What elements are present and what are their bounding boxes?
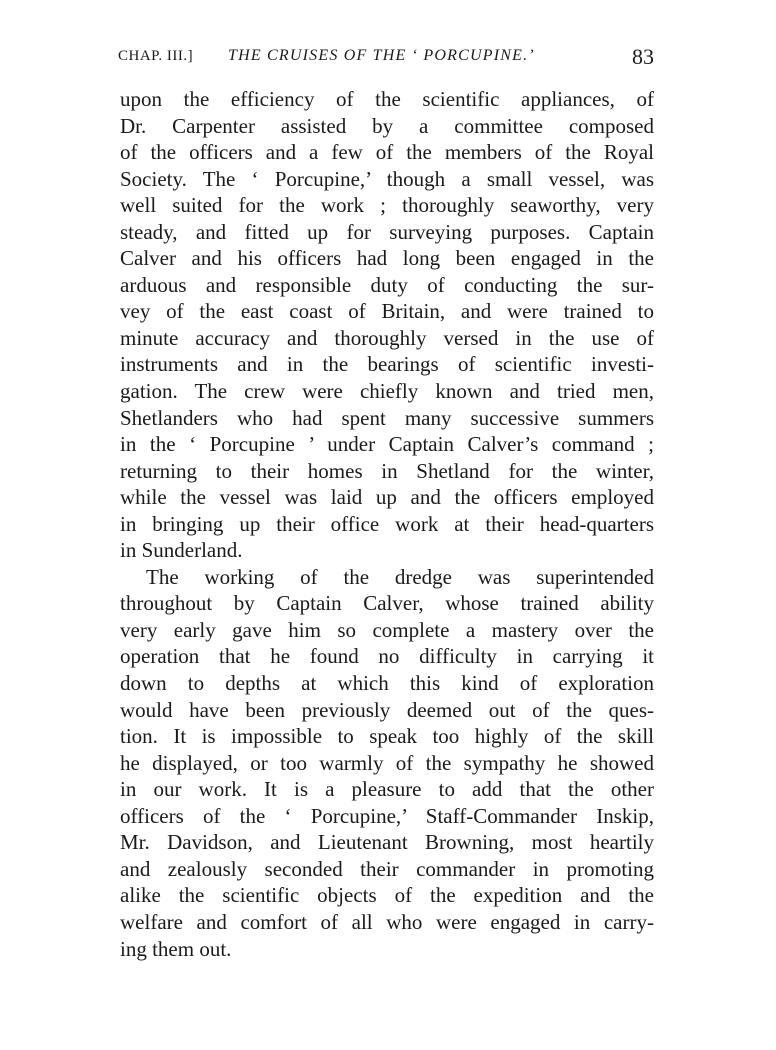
text-line: steady, and fitted up for surveying purposes. Captain — [120, 219, 654, 244]
text-line: throughout by Captain Calver, whose trained ability — [120, 591, 654, 616]
text-line: Society. The ‘ Porcupine,’ though a small vessel, was — [120, 166, 654, 191]
text-line: while the vessel was laid up and the officers employed — [120, 485, 654, 510]
paragraph-1 — [120, 86, 654, 564]
text-line: returning to their homes in Shetland for the winter, — [120, 458, 654, 483]
text-line: Shetlanders who had spent many successive summers — [120, 405, 654, 430]
text-line: well suited for the work ; thoroughly seaworthy, very — [120, 193, 654, 218]
text-line: down to depths at which this kind of exploration — [120, 671, 654, 696]
text-line: operation that he found no difficulty in carrying it — [120, 644, 654, 669]
text-line: welfare and comfort of all who were engaged in carry- — [120, 909, 654, 934]
text-line: he displayed, or too warmly of the sympathy he showed — [120, 750, 654, 775]
text-line: Mr. Davidson, and Lieutenant Browning, most heartily — [120, 830, 654, 855]
text-line: in Sunderland. — [120, 538, 243, 563]
text-line: in the ‘ Porcupine ’ under Captain Calver’s command ; — [120, 432, 654, 457]
text-line: Dr. Carpenter assisted by a committee composed — [120, 113, 654, 138]
text-line: in our work. It is a pleasure to add that the other — [120, 777, 654, 802]
text-line: upon the efficiency of the scientific appliances, of — [120, 87, 654, 111]
text-line: ing them out. — [120, 936, 232, 961]
text-line: in bringing up their office work at their head-quarters — [120, 511, 654, 536]
page-number: 83 — [632, 44, 654, 69]
body-text — [120, 86, 654, 962]
text-line: gation. The crew were chiefly known and tried men, — [120, 379, 654, 404]
chapter-marker: CHAP. III.] — [118, 48, 194, 64]
text-line: alike the scientific objects of the expedition and the — [120, 883, 654, 908]
text-line: would have been previously deemed out of the ques- — [120, 697, 654, 722]
paragraph-2 — [120, 564, 654, 962]
running-head — [118, 44, 654, 74]
text-line: instruments and in the bearings of scientific investi- — [120, 352, 654, 377]
text-line: officers of the ‘ Porcupine,’ Staff-Commander Inskip, — [120, 803, 654, 828]
text-line: tion. It is impossible to speak too highly of the skill — [120, 724, 654, 749]
text-line: very early gave him so complete a mastery over the — [120, 617, 654, 642]
text-line: Calver and his officers had long been engaged in the — [120, 246, 654, 271]
text-line: arduous and responsible duty of conducting the sur- — [120, 272, 654, 297]
text-line: The working of the dredge was superintended — [146, 564, 654, 589]
text-line: vey of the east coast of Britain, and were trained to — [120, 299, 654, 324]
text-line: and zealously seconded their commander in promoting — [120, 856, 654, 881]
text-line: of the officers and a few of the members of the Royal — [120, 140, 654, 165]
running-title: THE CRUISES OF THE ‘ PORCUPINE.’ — [228, 47, 535, 64]
text-line: minute accuracy and thoroughly versed in the use of — [120, 325, 654, 350]
